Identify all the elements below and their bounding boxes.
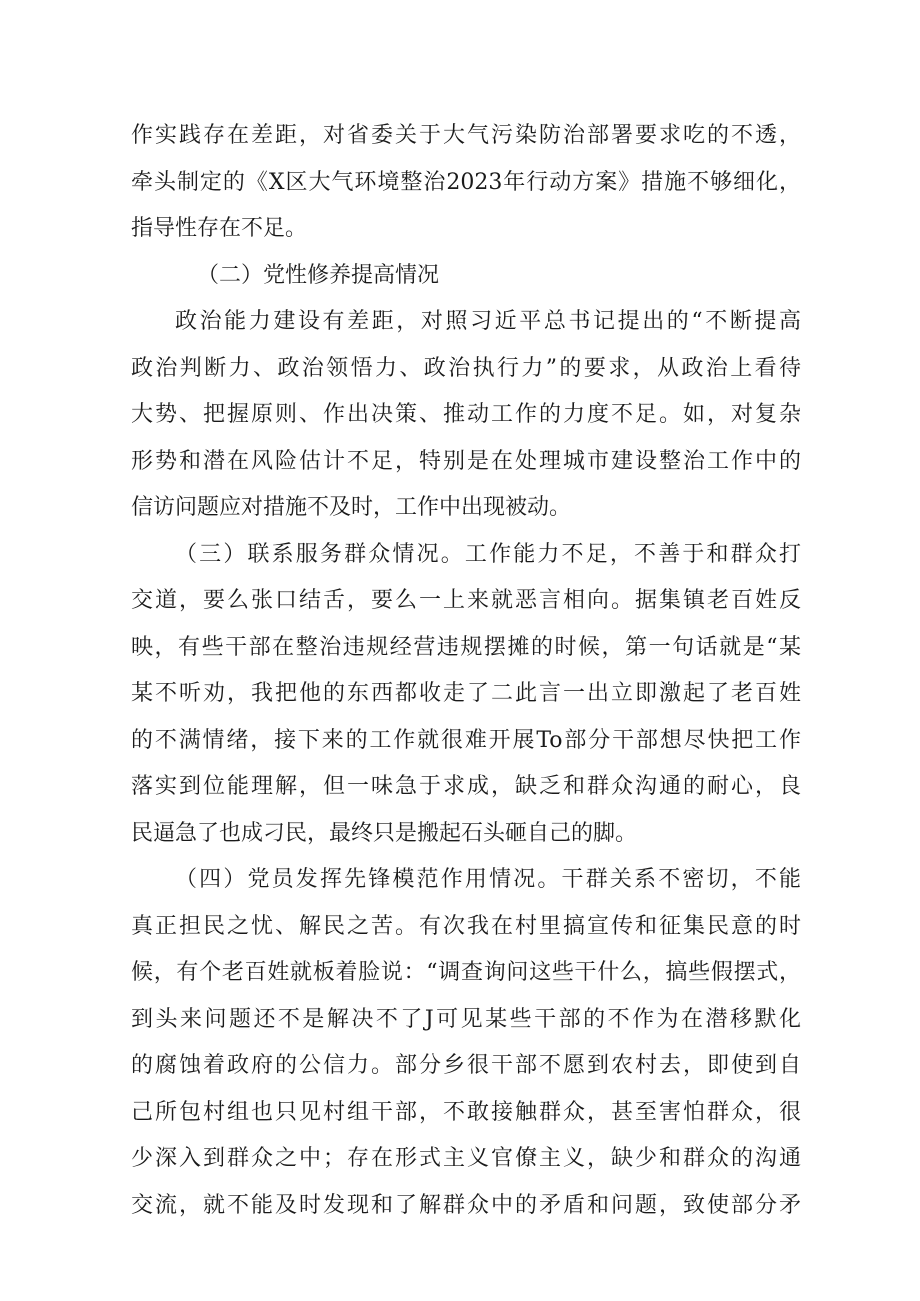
text-line: （三）联系服务群众情况。工作能力不足，不善于和群众打 xyxy=(175,541,801,567)
heading-line: （二）党性修养提高情况 xyxy=(197,262,440,288)
paragraph-continuation xyxy=(131,113,801,253)
text-line: 到头来问题还不是解决不了J可见某些干部的不作为在潜移默化 xyxy=(131,1006,801,1032)
text-line: 交流，就不能及时发现和了解群众中的矛盾和问题，致使部分矛 xyxy=(131,1192,801,1218)
paragraph-political-ability xyxy=(131,299,801,532)
text-line: （四）党员发挥先锋模范作用情况。干群关系不密切，不能 xyxy=(175,867,801,892)
paragraph-party-members xyxy=(131,857,801,1229)
document-body xyxy=(131,113,801,1229)
text-line: 的不满情绪，接下来的工作就很难开展To部分干部想尽快把工作 xyxy=(131,727,801,753)
text-line: 形势和潜在风险估计不足，特别是在处理城市建设整治工作中的 xyxy=(131,448,801,474)
text-line: 指导性存在不足。 xyxy=(131,216,308,241)
text-line: 政治能力建设有差距，对照习近平总书记提出的“不断提高 xyxy=(175,309,801,334)
text-line: 的腐蚀着政府的公信力。部分乡很干部不愿到农村去，即使到自 xyxy=(131,1053,801,1078)
text-line: 候，有个老百姓就板着脸说：“调查询问这些干什么，搞些假摆式， xyxy=(131,960,801,985)
section-heading xyxy=(131,253,801,300)
text-line: 牵头制定的《X区大气环境整治2023年行动方案》措施不够细化， xyxy=(131,169,801,195)
text-line: 民逼急了也成刁民，最终只是搬起石头砸自己的脚。 xyxy=(131,820,638,846)
paragraph-serving-masses xyxy=(131,532,801,858)
text-line: 交道，要么张口结舌，要么一上来就恶言相向。据集镇老百姓反 xyxy=(131,588,801,613)
text-line: 信访问题应对措施不及时，工作中出现被动。 xyxy=(131,495,572,520)
text-line: 落实到位能理解，但一味急于求成，缺乏和群众沟通的耐心，良 xyxy=(131,774,801,799)
text-line: 政治判断力、政治领悟力、政治执行力”的要求，从政治上看待 xyxy=(131,355,801,381)
text-line: 大势、把握原则、作出决策、推动工作的力度不足。如，对复杂 xyxy=(131,402,801,427)
text-line: 映，有些干部在整治违规经营违规摆摊的时候，第一句话就是“某 xyxy=(131,634,801,660)
text-line: 作实践存在差距，对省委关于大气污染防治部署要求吃的不透， xyxy=(131,123,801,148)
text-line: 真正担民之忧、解民之苦。有次我在村里搞宣传和征集民意的时 xyxy=(131,913,801,939)
text-line: 己所包村组也只见村组干部，不敢接触群众，甚至害怕群众，很 xyxy=(131,1099,801,1125)
text-line: 某不听劝，我把他的东西都收走了二此言一出立即激起了老百姓 xyxy=(131,681,801,706)
text-line: 少深入到群众之中；存在形式主义官僚主义，缺少和群众的沟通 xyxy=(131,1146,801,1171)
